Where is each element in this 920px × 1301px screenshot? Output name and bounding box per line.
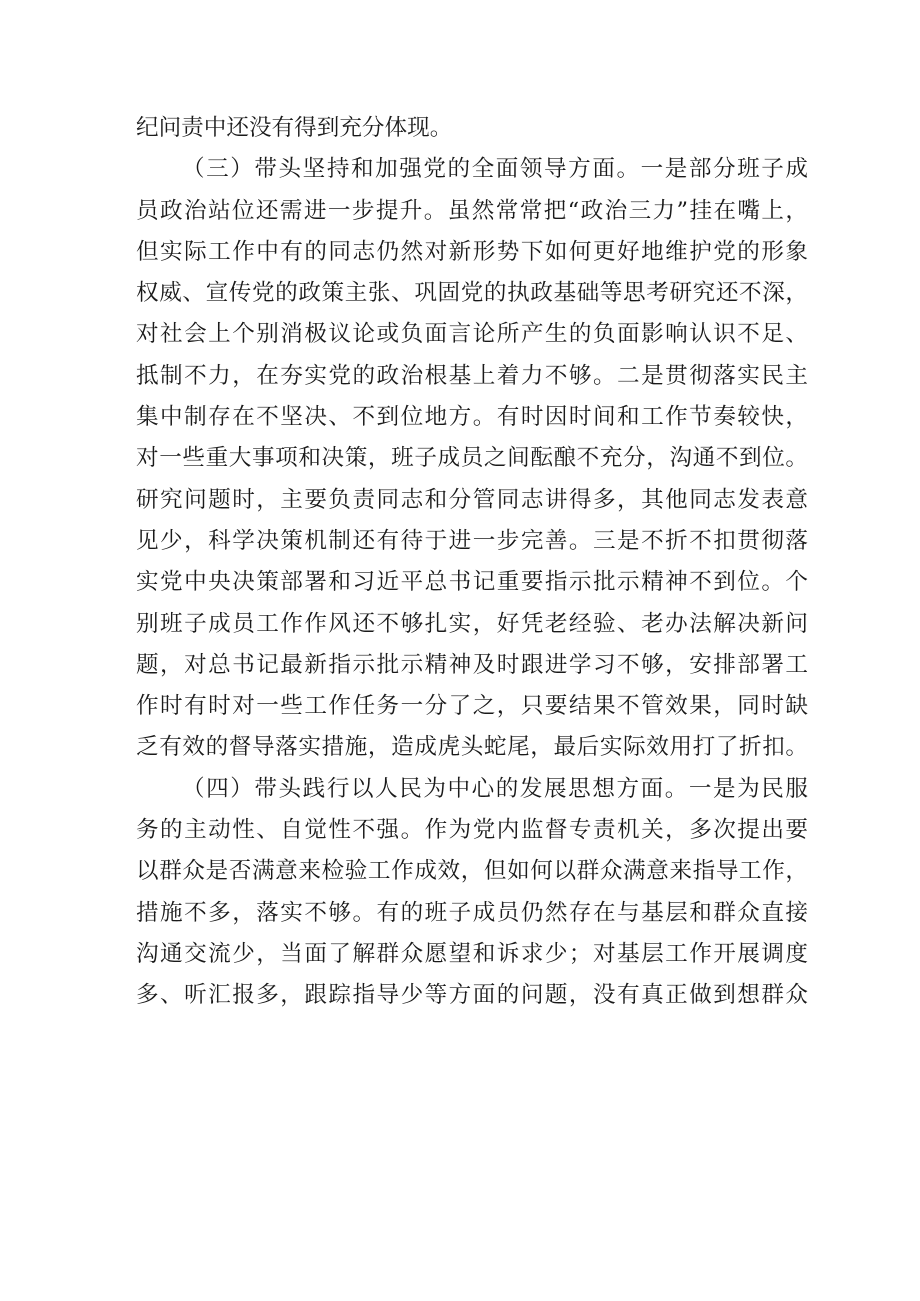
paragraph-line: 抵制不力，在夯实党的政治根基上着力不够。二是贯彻落实民主 xyxy=(136,362,808,389)
paragraph-line: 措施不多，落实不够。有的班子成员仍然存在与基层和群众直接 xyxy=(136,899,808,926)
paragraph-line: 题，对总书记最新指示批示精神及时跟进学习不够，安排部署工 xyxy=(136,651,808,678)
paragraph-line: 对一些重大事项和决策，班子成员之间酝酿不充分，沟通不到位。 xyxy=(136,445,808,472)
paragraph-line: 多、听汇报多，跟踪指导少等方面的问题，没有真正做到想群众 xyxy=(136,982,808,1009)
paragraph-line: 但实际工作中有的同志仍然对新形势下如何更好地维护党的形象 xyxy=(136,238,808,265)
paragraph-line: 实党中央决策部署和习近平总书记重要指示批示精神不到位。个 xyxy=(136,569,808,596)
paragraph-line: 作时有时对一些工作任务一分了之，只要结果不管效果，同时缺 xyxy=(136,693,808,720)
document-body xyxy=(136,108,808,1017)
paragraph-line: 别班子成员工作作风还不够扎实，好凭老经验、老办法解决新问 xyxy=(136,610,808,637)
paragraph-line: 集中制存在不坚决、不到位地方。有时因时间和工作节奏较快， xyxy=(136,404,808,431)
paragraph-line: 员政治站位还需进一步提升。虽然常常把“政治三力”挂在嘴上， xyxy=(136,197,808,224)
paragraph-line: 乏有效的督导落实措施，造成虎头蛇尾，最后实际效用打了折扣。 xyxy=(136,734,808,761)
paragraph-line: 以群众是否满意来检验工作成效，但如何以群众满意来指导工作， xyxy=(136,858,808,885)
paragraph-line: 对社会上个别消极议论或负面言论所产生的负面影响认识不足、 xyxy=(136,321,808,348)
paragraph-line: 纪问责中还没有得到充分体现。 xyxy=(136,115,453,141)
paragraph-line: （四）带头践行以人民为中心的发展思想方面。一是为民服 xyxy=(182,775,808,802)
paragraph-line: 见少，科学决策机制还有待于进一步完善。三是不折不扣贯彻落 xyxy=(136,527,808,554)
paragraph-line: （三）带头坚持和加强党的全面领导方面。一是部分班子成 xyxy=(182,156,808,183)
paragraph-line: 务的主动性、自觉性不强。作为党内监督专责机关，多次提出要 xyxy=(136,817,808,844)
paragraph-line: 沟通交流少，当面了解群众愿望和诉求少；对基层工作开展调度 xyxy=(136,940,808,967)
paragraph-line: 权威、宣传党的政策主张、巩固党的执政基础等思考研究还不深， xyxy=(136,280,808,307)
paragraph-line: 研究问题时，主要负责同志和分管同志讲得多，其他同志发表意 xyxy=(136,486,808,513)
